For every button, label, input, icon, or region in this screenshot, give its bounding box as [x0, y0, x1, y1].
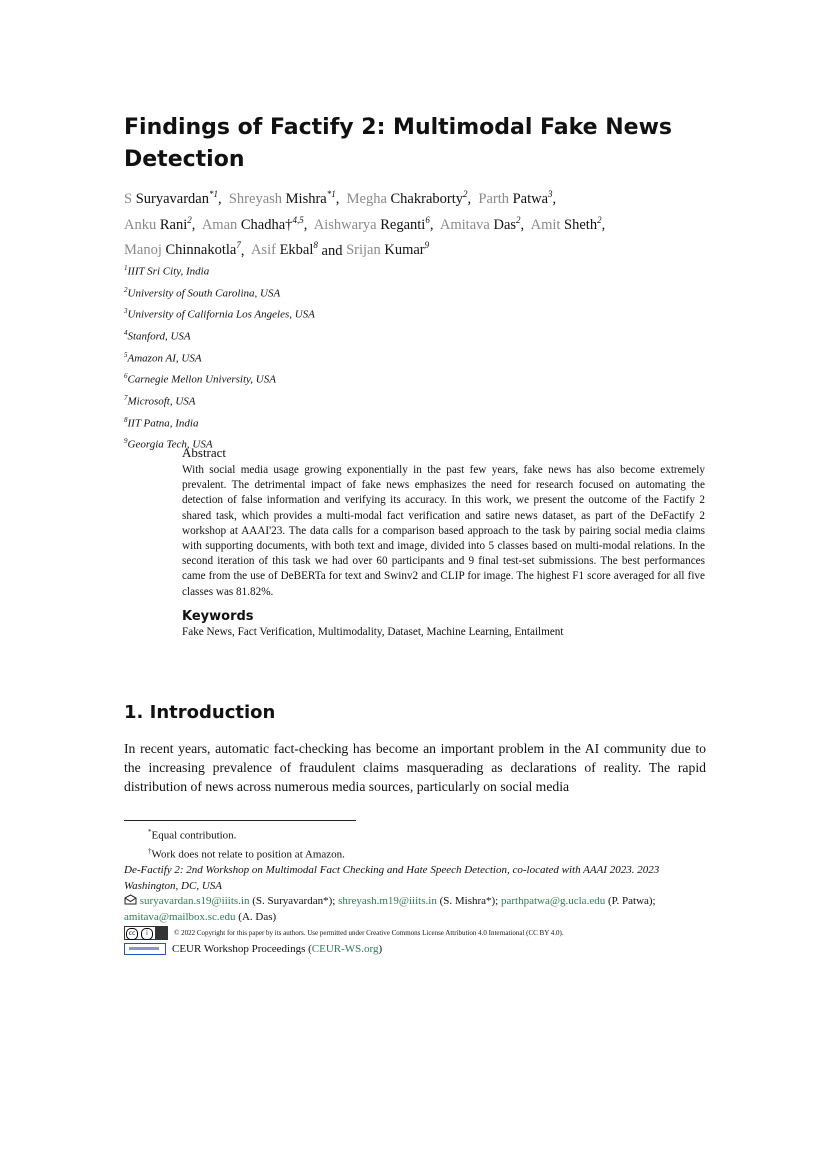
- author: Shreyash Mishra$^{*1}$: [228, 189, 336, 207]
- affiliation: $^7$Microsoft, USA: [124, 393, 196, 408]
- license-text: © 2022 Copyright for this paper by its authors. Use permitted under Creative Commons License Attribution 4.0 International (CC BY 4.0).: [174, 929, 564, 938]
- footnote-rule: [124, 820, 356, 821]
- venue-note: De-Factify 2: 2nd Workshop on Multimodal Fact Checking and Hate Speech Detection, co-located with AAAI 2023. 2023 Washington, DC, USA: [124, 864, 660, 892]
- footnotes: [124, 825, 714, 957]
- ceur-logo-icon: [124, 943, 166, 955]
- email-link[interactable]: parthpatwa@g.ucla.edu: [501, 895, 606, 908]
- affiliation: $^5$Amazon AI, USA: [124, 350, 202, 365]
- email-line: suryavardan.s19@iiits.in (S. Suryavardan*); shreyash.m19@iiits.in (S. Mishra*); parthpatwa@g.ucla.edu (P. Patwa); amitava@mailbox.sc.edu (A. Das): [124, 895, 656, 923]
- email-link[interactable]: amitava@mailbox.sc.edu: [124, 910, 236, 923]
- email-link[interactable]: suryavardan.s19@iiits.in: [139, 895, 250, 908]
- affiliation: $^9$Georgia Tech, USA: [124, 437, 213, 451]
- author: Aishwarya Reganti$^6$: [313, 214, 430, 233]
- abstract-section: [182, 444, 705, 640]
- paper-title: Findings of Factify 2: Multimodal Fake News Detection: [124, 115, 672, 172]
- affiliation: $^2$University of South Carolina, USA: [124, 285, 281, 300]
- affiliation: $^6$Carnegie Mellon University, USA: [124, 372, 276, 386]
- footnote-dagger: †Work does not relate to position at Amazon.: [148, 847, 345, 861]
- keywords-text: Fake News, Fact Verification, Multimodality, Dataset, Machine Learning, Entailment: [182, 625, 564, 638]
- ceur-line: CEUR Workshop Proceedings (CEUR-WS.org): [124, 942, 714, 958]
- ceur-link[interactable]: CEUR-WS.org: [311, 942, 379, 955]
- abstract-text: With social media usage growing exponentially in the past few years, fake news has also become extremely prevalent. The detrimental impact of fake news emphasizes the need for research focused on automating the detection of false information and verifying its accuracy. In this work, we present the outcome of the Factify 2 shared task, which provides a multi-modal fact verification and satire news dataset, as part of the DeFactify 2 workshop at AAAI'23. The data calls for a comparison based approach to the task by pairing social media claims with supporting documents, with both text and image, divided into 5 classes based on multi-modal relations. In the second iteration of this task we had over 60 participants and 9 final test-set submissions. The best performances came from the use of DeBERTa for text and Swinv2 and CLIP for image. The highest F1 score averaged for all five classes was 81.82%.: [182, 464, 705, 598]
- author: Manoj Chinnakotla$^7$: [124, 240, 241, 259]
- abstract-heading: Abstract: [182, 445, 227, 460]
- author: Megha Chakraborty$^2$: [346, 189, 468, 207]
- section-heading-introduction: 1. Introduction: [124, 702, 276, 723]
- introduction-paragraph: In recent years, automatic fact-checking has become an important problem in the AI community due to the increasing prevalence of fraudulent claims masquerading as declarations of reality. The rapid distribution of news across numerous media sources, particularly on social media: [124, 741, 706, 794]
- author: S Suryavardan$^{*1}$: [124, 189, 218, 207]
- author: Amitava Das$^2$: [439, 214, 521, 233]
- keywords-heading: Keywords: [182, 608, 254, 624]
- footnote-equal: *Equal contribution.: [148, 828, 237, 842]
- author: Parth Patwa$^3$: [478, 189, 553, 207]
- affiliation: $^4$Stanford, USA: [124, 328, 191, 343]
- author-list: S Suryavardan$^{*1}$, Shreyash Mishra$^{*1}$, Megha Chakraborty$^2$, Parth Patwa$^3$, Anku Rani$^2$, Aman Chadha†$^{4,5}$, Aishwarya Reganti$^6$, Amitava Das$^2$, Amit Sheth$^2$, Manoj Chinnakotla$^7$, Asif Ekbal$^8$ and Srijan Kumar$^9$: [124, 189, 606, 259]
- affiliation: $^3$University of California Los Angeles, USA: [124, 307, 315, 321]
- envelope-icon: [124, 894, 137, 905]
- affiliation: $^8$IIT Patna, India: [124, 415, 199, 430]
- license-line: [124, 925, 714, 942]
- cc-by-license-icon: cc i: [124, 926, 168, 940]
- author: Anku Rani$^2$: [124, 214, 192, 233]
- author: Aman Chadha†$^{4,5}$: [201, 214, 304, 233]
- author: Asif Ekbal$^8$: [250, 240, 318, 259]
- affiliation-list: [124, 259, 315, 454]
- author: Srijan Kumar$^9$: [346, 240, 430, 259]
- author: Amit Sheth$^2$: [530, 214, 602, 233]
- email-link[interactable]: shreyash.m19@iiits.in: [338, 895, 437, 908]
- affiliation: $^1$IIIT Sri City, India: [124, 264, 210, 278]
